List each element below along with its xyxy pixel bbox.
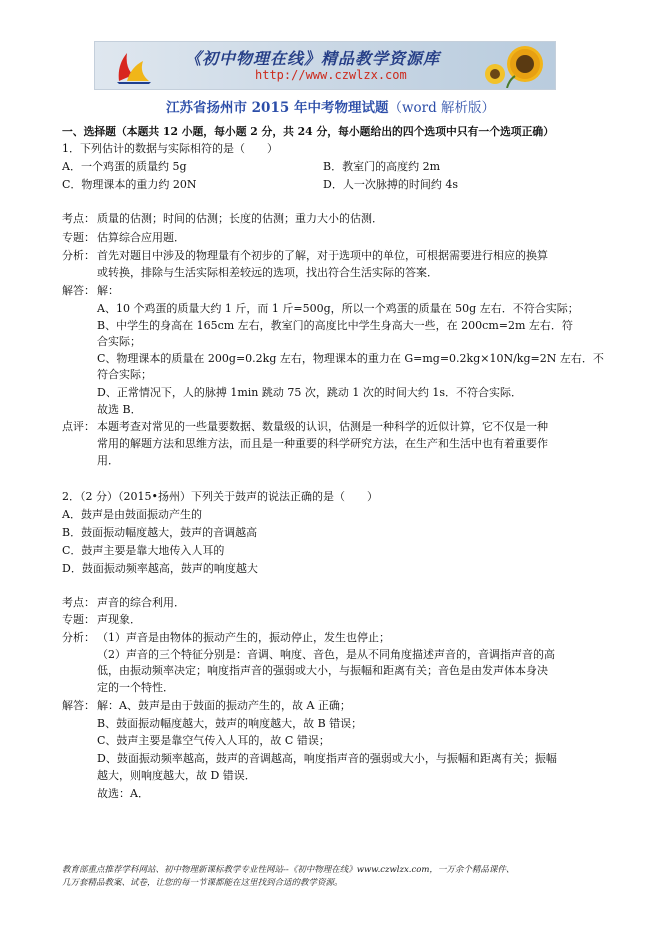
footer-line2: 几万套精品教案、试卷，让您的每一节课都能在这里找到合适的教学资源。: [62, 878, 343, 888]
q2-zhuanti-label: 专题：: [62, 613, 95, 626]
q1-answer-a: A、10 个鸡蛋的质量大约 1 斤，而 1 斤=500g，所以一个鸡蛋的质量在 50g 左右．不符合实际；: [97, 302, 579, 315]
q1-fenxi-label: 分析：: [62, 249, 95, 262]
q2-fenxi-line4: 定的一个特性．: [97, 681, 174, 694]
sunflower-icon: [479, 44, 549, 88]
q2-choice: 故选：A．: [97, 787, 149, 800]
q1-fenxi-line1: 首先对题目中涉及的物理量有个初步的了解，对于选项中的单位，可根据需要进行相应的换算: [97, 249, 548, 262]
q1-zhuanti: 估算综合应用题．: [97, 231, 185, 244]
section-heading: 一、选择题（本题共 12 小题，每小题 2 分，共 24 分，每小题给出的四个选项中只有一个选项正确）: [62, 125, 554, 138]
q1-option-b: B．教室门的高度约 2m: [323, 160, 441, 173]
q1-dianping-label: 点评：: [62, 420, 95, 433]
q1-option-a: A．一个鸡蛋的质量约 5g: [62, 160, 187, 173]
q1-answer-c-line2: 符合实际；: [97, 368, 152, 381]
q2-fenxi-label: 分析：: [62, 631, 95, 644]
q1-dianping-line2: 常用的解题方法和思维方法，而且是一种重要的科学研究方法，在生产和生活中也有着重要作: [97, 437, 548, 450]
q2-stem: 2．（2 分）（2015•扬州）下列关于鼓声的说法正确的是（ ）: [62, 490, 378, 503]
q2-option-a: A．鼓声是由鼓面振动产生的: [62, 508, 202, 521]
q2-fenxi-line3: 低，由振动频率决定；响度指声音的强弱或大小，与振幅和距离有关；音色是由发声体本身决: [97, 664, 548, 677]
header-banner: [94, 41, 556, 90]
document-title: [0, 96, 661, 116]
q1-kaodian: 质量的估测；时间的估测；长度的估测；重力大小的估测．: [97, 212, 383, 225]
page-footer: [62, 864, 514, 890]
q2-option-c: C．鼓声主要是靠大地传入人耳的: [62, 544, 225, 557]
title-text: 江苏省扬州市 2015 年中考物理试题: [165, 100, 389, 116]
q1-jieda-label: 解答：: [62, 284, 95, 297]
q2-answer-c: C、鼓声主要是靠空气传入人耳的，故 C 错误；: [97, 734, 330, 747]
q1-dianping-line3: 用．: [97, 454, 119, 467]
q2-answer-b: B、鼓面振动幅度越大，鼓声的响度越大，故 B 错误；: [97, 717, 363, 730]
q2-option-b: B．鼓面振动幅度越大，鼓声的音调越高: [62, 526, 258, 539]
banner-title: 《初中物理在线》精品教学资源库: [185, 49, 441, 68]
q1-choice: 故选 B．: [97, 403, 142, 416]
q1-fenxi-line2: 或转换，排除与生活实际相差较远的选项，找出符合生活实际的答案．: [97, 266, 438, 279]
q2-answer-d-line1: D、鼓面振动频率越高，鼓声的音调越高，响度指声音的强弱或大小，与振幅和距离有关；振幅: [97, 752, 557, 765]
q2-kaodian-label: 考点：: [62, 596, 95, 609]
banner-url[interactable]: http://www.czwlzx.com: [255, 68, 407, 82]
q1-answer-c-line1: C、物理课本的质量在 200g=0.2kg 左右，物理课本的重力在 G=mg=0.2kg×10N/kg=2N 左右．不: [97, 352, 604, 365]
q1-kaodian-label: 考点：: [62, 212, 95, 225]
q2-jieda-label: 解答：: [62, 699, 95, 712]
q2-answer-d-line2: 越大，则响度越大，故 D 错误．: [97, 769, 256, 782]
q2-kaodian: 声音的综合利用．: [97, 596, 185, 609]
q2-fenxi-line2: （2）声音的三个特征分别是：音调、响度、音色，是从不同角度描述声音的，音调指声音的高: [97, 648, 555, 661]
q1-stem: 1．下列估计的数据与实际相符的是（ ）: [62, 142, 278, 155]
q1-dianping-line1: 本题考查对常见的一些量要数据、数量级的认识，估测是一种科学的近似计算，它不仅是一种: [97, 420, 548, 433]
q2-answer-a: 解：A、鼓声是由于鼓面的振动产生的，故 A 正确；: [97, 699, 351, 712]
q1-jieda-intro: 解：: [97, 284, 119, 297]
q1-answer-b-line1: B、中学生的身高在 165cm 左右，教室门的高度比中学生身高大一些，在 200cm=2m 左右．符: [97, 319, 573, 332]
q2-fenxi-line1: （1）声音是由物体的振动产生的，振动停止，发生也停止；: [97, 631, 390, 644]
q1-zhuanti-label: 专题：: [62, 231, 95, 244]
site-logo-icon: [113, 47, 153, 85]
title-version: （word 解析版）: [388, 100, 496, 116]
q1-option-d: D．人一次脉搏的时间约 4s: [323, 178, 458, 191]
footer-line1: 教育部重点推荐学科网站、初中物理新课标教学专业性网站--《初中物理在线》www.czwlzx.com，一万余个精品课件、: [62, 865, 515, 875]
q1-answer-d: D、正常情况下，人的脉搏 1min 跳动 75 次，跳动 1 次的时间大约 1s．不符合实际．: [97, 386, 522, 399]
q1-answer-b-line2: 合实际；: [97, 335, 141, 348]
q2-option-d: D．鼓面振动频率越高，鼓声的响度越大: [62, 562, 258, 575]
q1-option-c: C．物理课本的重力约 20N: [62, 178, 197, 191]
q2-zhuanti: 声现象．: [97, 613, 141, 626]
